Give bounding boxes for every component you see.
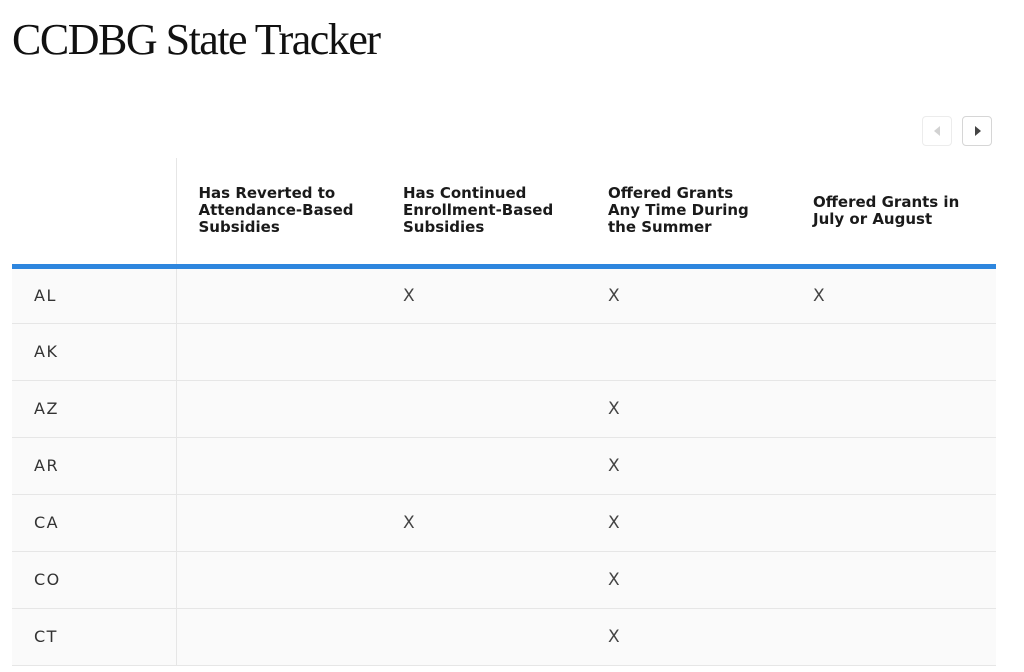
table-pager (922, 116, 992, 146)
column-header-attendance-based[interactable]: Has Reverted to Attendance-Based Subsidies (176, 158, 381, 266)
table-cell (381, 437, 586, 494)
chevron-left-icon (934, 126, 940, 136)
state-cell: AR (12, 437, 176, 494)
column-header-grants-july-august[interactable]: Offered Grants in July or August (791, 158, 996, 266)
state-cell: CT (12, 608, 176, 665)
column-header-state (12, 158, 176, 266)
column-header-grants-summer[interactable]: Offered Grants Any Time During the Summer (586, 158, 791, 266)
table-cell: X (586, 551, 791, 608)
chevron-right-icon (975, 126, 981, 136)
table-row (12, 608, 996, 665)
table-cell (381, 323, 586, 380)
column-header-enrollment-based[interactable]: Has Continued Enrollment-Based Subsidies (381, 158, 586, 266)
table-cell: X (586, 437, 791, 494)
next-page-button[interactable] (962, 116, 992, 146)
table-cell: X (586, 380, 791, 437)
table-row (12, 380, 996, 437)
table-cell (586, 323, 791, 380)
state-cell: AZ (12, 380, 176, 437)
table-cell: X (381, 494, 586, 551)
table-cell (176, 551, 381, 608)
table-row (12, 323, 996, 380)
table-cell: X (586, 608, 791, 665)
state-cell: CO (12, 551, 176, 608)
table-header-row (12, 158, 996, 266)
state-cell: AL (12, 266, 176, 323)
table-cell (791, 323, 996, 380)
table-row (12, 266, 996, 323)
table-cell: X (381, 266, 586, 323)
table-cell: X (791, 266, 996, 323)
table-cell (176, 494, 381, 551)
table-cell (381, 608, 586, 665)
table-cell (176, 608, 381, 665)
table-cell (176, 380, 381, 437)
prev-page-button[interactable] (922, 116, 952, 146)
table-cell (381, 380, 586, 437)
table-row (12, 551, 996, 608)
table-cell: X (586, 494, 791, 551)
state-tracker-table (12, 158, 996, 666)
table-cell: X (586, 266, 791, 323)
table-cell (791, 551, 996, 608)
table-cell (176, 437, 381, 494)
table-cell (176, 266, 381, 323)
table-cell (791, 437, 996, 494)
table-cell (381, 551, 586, 608)
table-cell (791, 494, 996, 551)
state-cell: AK (12, 323, 176, 380)
table-cell (791, 608, 996, 665)
table-cell (176, 323, 381, 380)
table-cell (791, 380, 996, 437)
state-cell: CA (12, 494, 176, 551)
table-row (12, 494, 996, 551)
page-title: CCDBG State Tracker (12, 15, 380, 64)
table-row (12, 437, 996, 494)
